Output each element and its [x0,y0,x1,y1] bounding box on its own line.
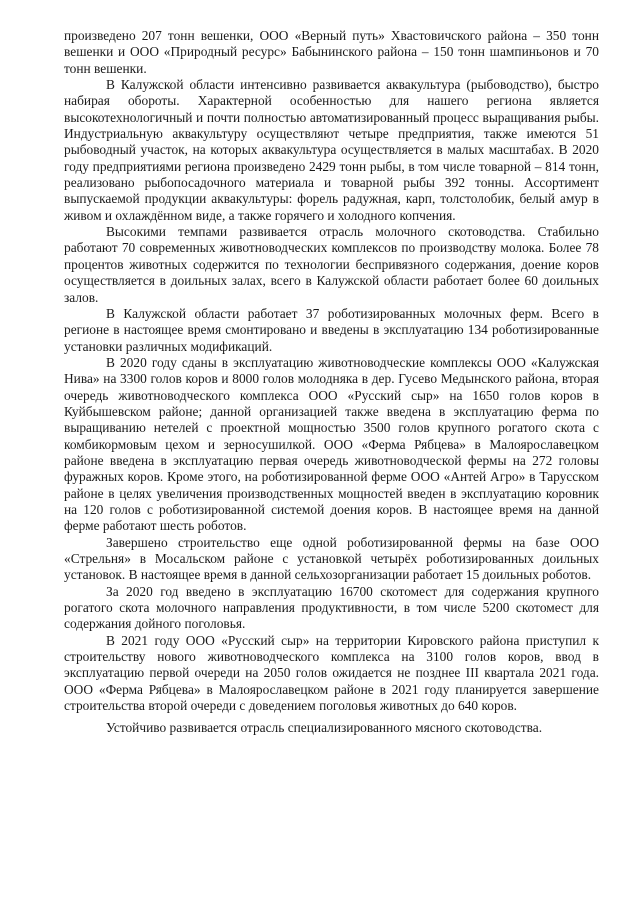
paragraph-cattle-places: За 2020 год введено в эксплуатацию 16700 скотомест для содержания крупного рогатого скота молочного направления продуктивности, в том числе 5200 скотомест для содержания дойного поголовья. [64,583,599,632]
paragraph-beef-cattle: Устойчиво развивается отрасль специализированного мясного скотоводства. [106,720,543,736]
document-page [64,28,599,737]
paragraph-dairy-farming: Высокими темпами развивается отрасль молочного скотоводства. Стабильно работают 70 современных животноводческих комплексов по производству молока. Более 78 процентов животных содержится по технологии беспривязного содержания, доение коров осуществляется в доильных залах, всего в Калужской области работает более 60 доильных залов. [64,224,599,305]
paragraph-2020-complexes: В 2020 году сданы в эксплуатацию животноводческие комплексы ООО «Калужская Нива» на 3300 голов коров и 8000 голов молодняка в дер. Гусево Медынского района, вторая очередь животноводческого комплекса ООО «Русский сыр» на 1650 голов коров в Куйбышевском районе; данной организацией также введена в эксплуатацию ферма по выращиванию нетелей с проектной мощностью 3500 голов крупного рогатого скота с комбикормовым цехом и зерносушилкой. ООО «Ферма Рябцева» в Малоярославецком районе введена в эксплуатацию первая очередь животноводческой фермы на 272 головы фуражных коров. Кроме этого, на роботизированной ферме ООО «Антей Агро» в Тарусском районе в целях увеличения производственных мощностей введен в эксплуатацию коровник на 120 голов с роботизированной системой доения коров. В настоящее время на данной ферме работают шесть роботов. [64,354,599,534]
paragraph-2021-construction: В 2021 году ООО «Русский сыр» на территории Кировского района приступил к строительству нового животноводческого комплекса на 3100 голов коров, ввод в эксплуатацию первой очереди на 2050 голов ожидается не позднее III квартала 2021 года. ООО «Ферма Рябцева» в Малоярославецком районе в 2021 году планируется завершение строительства второй очереди с доведением поголовья животных до 640 коров. [64,632,599,714]
paragraph-robotic-farms: В Калужской области работает 37 роботизированных молочных ферм. Всего в регионе в настоящее время смонтировано и введены в эксплуатацию 134 роботизированные установки различных модификаций. [64,305,599,354]
paragraph-mushrooms-continued: произведено 207 тонн вешенки, ООО «Верный путь» Хвастовичского района – 350 тонн вешенки и ООО «Природный ресурс» Бабынинского района – 150 тонн шампиньонов и 70 тонн вешенки. [64,28,599,76]
paragraph-strelnya-farm: Завершено строительство еще одной роботизированной фермы на базе ООО «Стрельня» в Мосальском районе с установкой четырёх роботизированных доильных установок. В настоящее время в данной сельхозорганизации работает 15 доильных роботов. [64,534,599,583]
paragraph-aquaculture: В Калужской области интенсивно развивается аквакультура (рыбоводство), быстро набирая обороты. Характерной особенностью для нашего региона является высокотехнологичный и почти полностью автоматизированный процесс выращивания рыбы. Индустриальную аквакультуру осуществляют четыре предприятия, также имеются 51 рыбоводный участок, на которых аквакультура осуществляется в малых масштабах. В 2020 году предприятиями региона произведено 2429 тонн рыбы, в том числе товарной – 814 тонн, реализовано рыбопосадочного материала и товарной рыбы 392 тонны. Ассортимент выпускаемой продукции аквакультуры: форель радужная, карп, толстолобик, белый амур в живом и охлаждённом виде, а также горячего и холодного копчения. [64,77,599,223]
